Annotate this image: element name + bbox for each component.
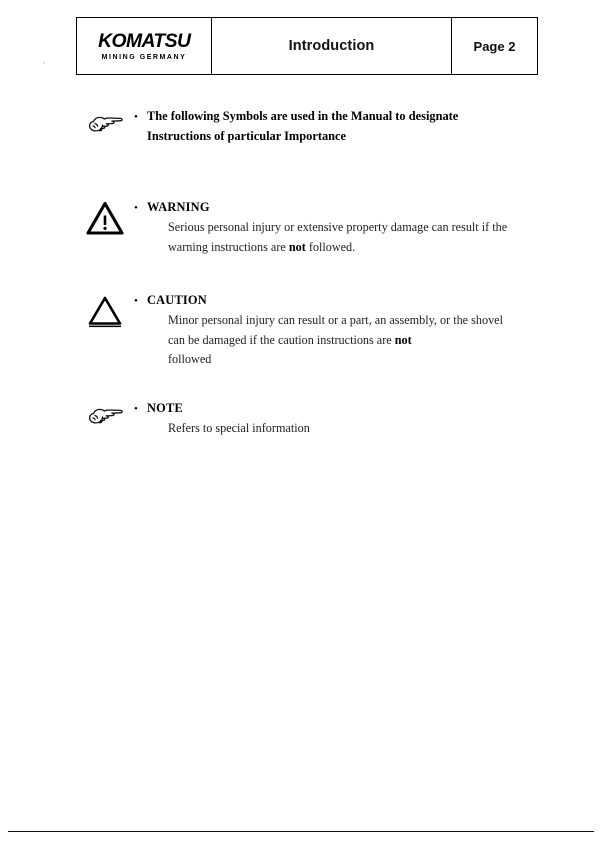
section-note [76, 399, 538, 439]
warning-body-line-2-bold: not [288, 239, 306, 254]
symbols-intro-line-2: Instructions of particular Importance [147, 129, 347, 143]
note-body-line-1-text: Refers to special information [168, 421, 310, 435]
warning-heading: WARNING [147, 200, 210, 214]
section-text [134, 399, 538, 439]
bullet-continuation-line [134, 127, 538, 147]
page-header-table [76, 17, 538, 75]
warning-body-line-2-pre: warning instructions are [168, 239, 289, 254]
bullet-marker: • [134, 403, 138, 415]
caution-body-line-2-bold: not [394, 332, 412, 347]
note-body-line-1 [168, 419, 538, 439]
warning-body-line-2-post: followed. [305, 239, 356, 254]
bullet-line [134, 399, 538, 419]
caution-body-line-3-text: followed [168, 352, 212, 366]
header-cell-title [212, 18, 452, 74]
caution-heading: CAUTION [147, 293, 207, 307]
warning-triangle-icon [85, 200, 125, 236]
header-cell-page-number [452, 18, 537, 74]
caution-body-line-2 [168, 331, 538, 351]
bullet-marker: • [134, 295, 138, 307]
caution-body-line-2-pre: can be damaged if the caution instructions are [168, 332, 395, 347]
pointing-hand-icon [85, 401, 125, 429]
bullet-line [134, 107, 538, 127]
section-icon-slot [76, 291, 134, 329]
section-warning [76, 198, 538, 257]
section-icon-slot [76, 107, 134, 137]
bullet-line [134, 291, 538, 311]
warning-body-line-1 [168, 218, 538, 238]
section-symbols-intro [76, 107, 538, 147]
scan-artifact-speck [43, 62, 45, 64]
symbols-intro-line-1: The following Symbols are used in the Manual to designate [147, 109, 459, 123]
page-number-label: Page 2 [473, 38, 516, 54]
caution-triangle-icon [85, 293, 125, 329]
section-text [134, 107, 538, 147]
komatsu-logo [99, 32, 189, 61]
logo-subtitle-text: MINING GERMANY [101, 53, 187, 61]
caution-body-line-1 [168, 311, 538, 331]
section-icon-slot [76, 399, 134, 429]
warning-body-line-1-text: Serious personal injury or extensive property damage can result if the [168, 220, 508, 234]
page-title: Introduction [288, 38, 375, 54]
note-heading: NOTE [147, 401, 183, 415]
caution-body-line-1-text: Minor personal injury can result or a part, an assembly, or the shovel [168, 313, 503, 327]
warning-body-line-2 [168, 238, 538, 258]
pointing-hand-icon [85, 109, 125, 137]
caution-body-line-3 [168, 350, 538, 370]
bullet-marker: • [134, 202, 138, 214]
section-text [134, 198, 538, 257]
footer-divider-rule [8, 831, 594, 832]
section-text [134, 291, 538, 370]
bullet-line [134, 198, 538, 218]
section-icon-slot [76, 198, 134, 236]
bullet-marker: • [134, 111, 138, 123]
header-cell-logo [77, 18, 212, 74]
logo-brand-text: KOMATSU [97, 30, 191, 52]
section-caution [76, 291, 538, 370]
